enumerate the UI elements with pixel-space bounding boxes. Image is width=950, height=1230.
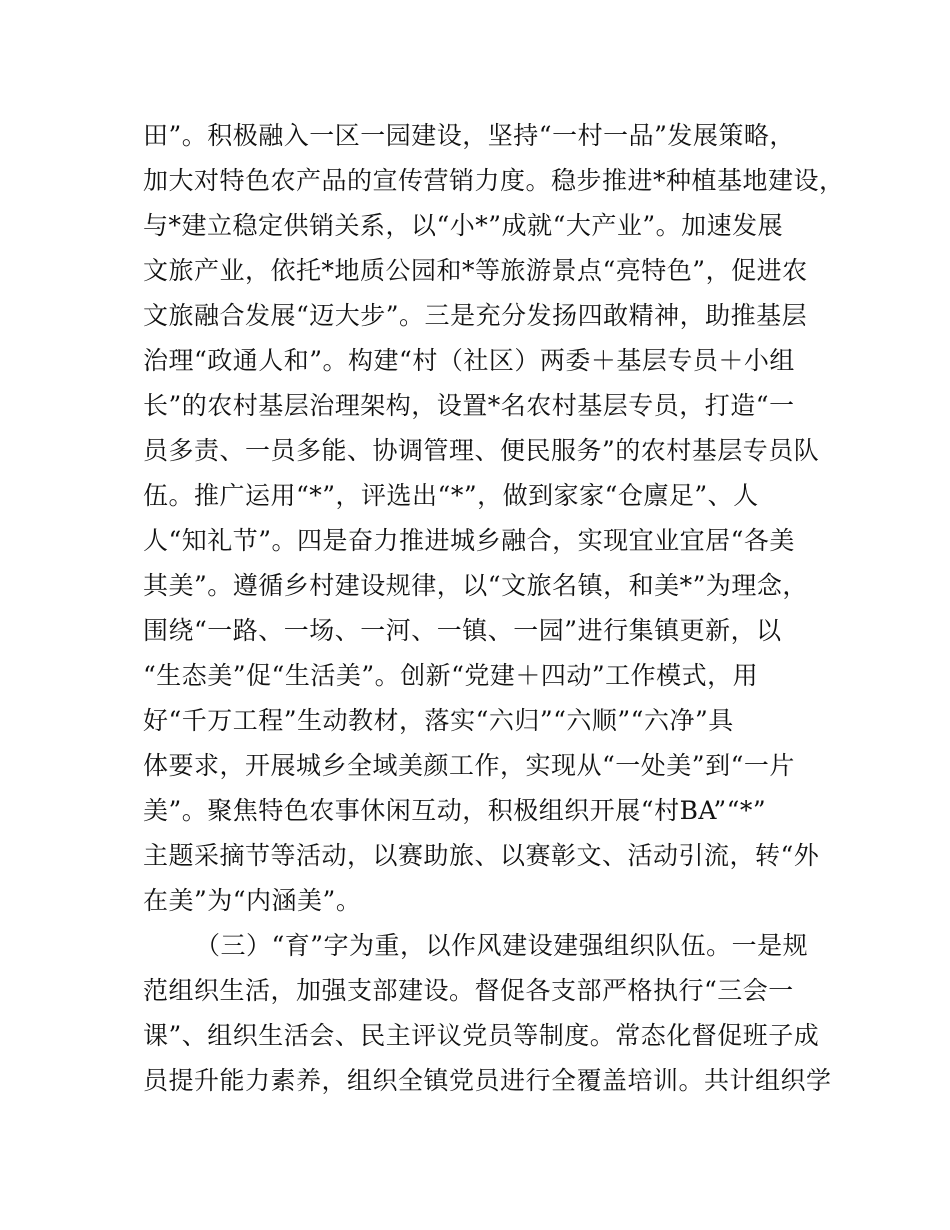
text-line: 好“千万工程”生动教材，落实“六归”“六顺”“六净”具 bbox=[143, 706, 734, 735]
text-line: 体要求，开展城乡全域美颜工作，实现从“一处美”到“一片 bbox=[143, 751, 795, 780]
text-line: 伍。推广运用“*”，评选出“*”，做到家家“仓廪足”、人 bbox=[143, 481, 759, 510]
text-line: 文旅产业，依托*地质公园和*等旅游景点“亮特色”，促进农 bbox=[143, 256, 808, 285]
text-line: 文旅融合发展“迈大步”。三是充分发扬四敢精神，助推基层 bbox=[143, 301, 808, 330]
text-line: 主题采摘节等活动，以赛助旅、以赛彰文、活动引流，转“外 bbox=[143, 841, 820, 870]
text-line: 人“知礼节”。四是奋力推进城乡融合，实现宜业宜居“各美 bbox=[143, 526, 795, 555]
text-line: 加大对特色农产品的宣传营销力度。稳步推进*种植基地建设， bbox=[143, 166, 845, 195]
text-line: 围绕“一路、一场、一河、一镇、一园”进行集镇更新，以 bbox=[143, 616, 782, 645]
text-line: 员提升能力素养，组织全镇党员进行全覆盖培训。共计组织学 bbox=[143, 1066, 832, 1095]
text-line: 课”、组织生活会、民主评议党员等制度。常态化督促班子成 bbox=[143, 1021, 820, 1050]
text-line: 长”的农村基层治理架构，设置*名农村基层专员，打造“一 bbox=[143, 391, 795, 420]
text-line: 美”。聚焦特色农事休闲互动，积极组织开展“村BA”“*” bbox=[143, 796, 767, 825]
text-line: 员多责、一员多能、协调管理、便民服务”的农村基层专员队 bbox=[143, 436, 820, 465]
section-heading-line: （三）“育”字为重，以作风建设建强组织队伍。一是规 bbox=[195, 931, 809, 960]
text-line: 田”。积极融入一区一园建设，坚持“一村一品”发展策略， bbox=[143, 121, 795, 150]
text-line: 在美”为“内涵美”。 bbox=[143, 886, 362, 915]
text-line: “生态美”促“生活美”。创新“党建＋四动”工作模式，用 bbox=[143, 661, 759, 690]
text-line: 治理“政通人和”。构建“村（社区）两委＋基层专员＋小组 bbox=[143, 346, 795, 375]
text-line: 与*建立稳定供销关系，以“小*”成就“大产业”。加速发展 bbox=[143, 211, 784, 240]
text-line: 范组织生活，加强支部建设。督促各支部严格执行“三会一 bbox=[143, 976, 794, 1005]
text-line: 其美”。遵循乡村建设规律，以“文旅名镇，和美*”为理念， bbox=[143, 571, 808, 600]
